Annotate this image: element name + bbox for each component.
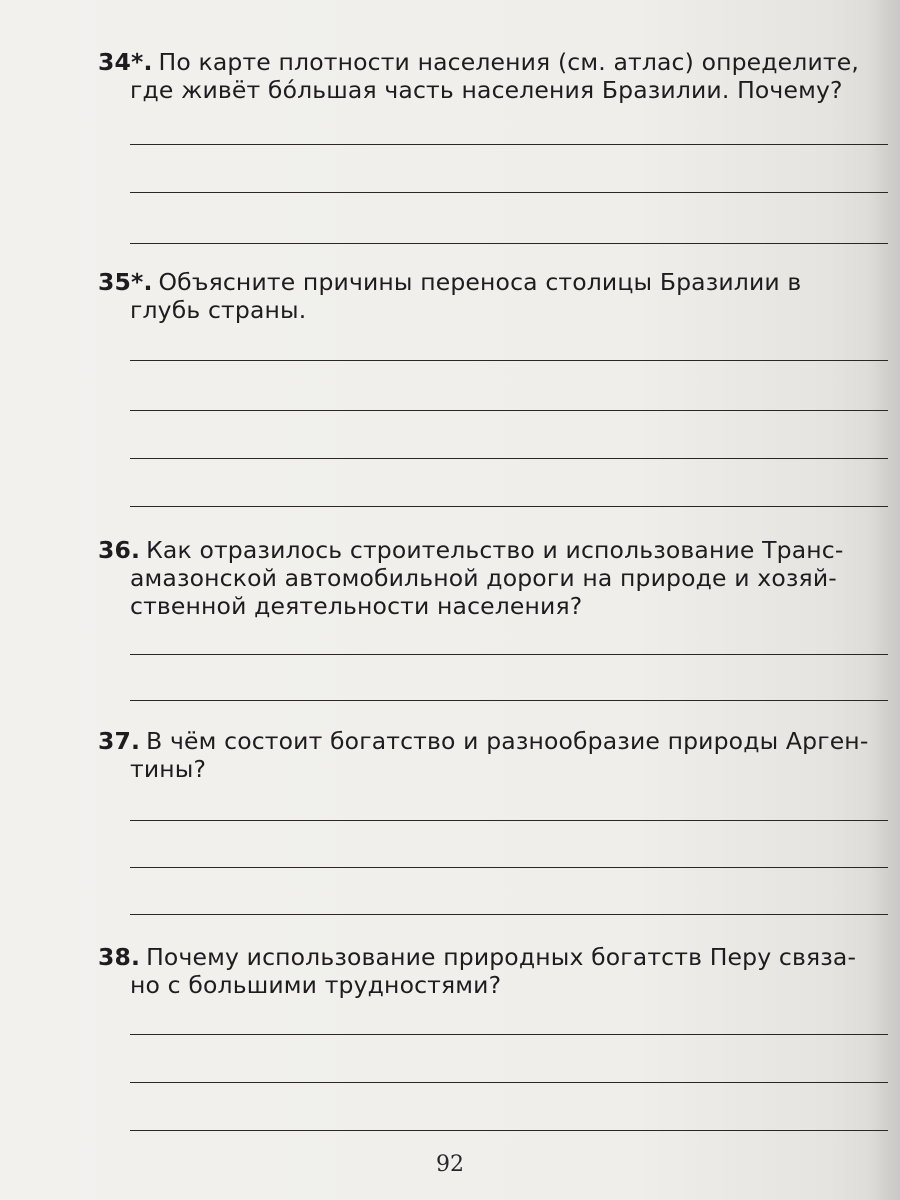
answer-line[interactable] xyxy=(130,1034,888,1035)
question-35-line-1: Объясните причины переноса столицы Бразилии в xyxy=(158,268,802,296)
question-37 xyxy=(98,727,888,783)
question-37-line-2: тины? xyxy=(130,755,207,783)
question-38 xyxy=(98,943,888,999)
page-number: 92 xyxy=(436,1152,464,1177)
answer-line[interactable] xyxy=(130,1082,888,1083)
question-36-line-1: Как отразилось строительство и использование Транс- xyxy=(146,536,844,564)
answer-line[interactable] xyxy=(130,458,888,459)
question-34-number: 34*. xyxy=(98,48,153,76)
question-36 xyxy=(98,536,888,620)
answer-line[interactable] xyxy=(130,867,888,868)
answer-line[interactable] xyxy=(130,243,888,244)
question-35-number: 35*. xyxy=(98,268,153,296)
question-36-text xyxy=(98,536,888,620)
question-38-text xyxy=(98,943,888,999)
question-37-number: 37. xyxy=(98,727,141,755)
question-37-line-1: В чём состоит богатство и разнообразие природы Арген- xyxy=(146,727,869,755)
answer-line[interactable] xyxy=(130,410,888,411)
answer-line[interactable] xyxy=(130,820,888,821)
answer-line[interactable] xyxy=(130,914,888,915)
question-34-line-2: где живёт бо́льшая часть населения Бразилии. Почему? xyxy=(130,76,843,104)
answer-line[interactable] xyxy=(130,360,888,361)
answer-line[interactable] xyxy=(130,654,888,655)
question-35-line-2: глубь страны. xyxy=(130,296,307,324)
question-37-text xyxy=(98,727,888,783)
question-34-text xyxy=(98,48,888,104)
answer-line[interactable] xyxy=(130,700,888,701)
question-35 xyxy=(98,268,888,324)
answer-line[interactable] xyxy=(130,144,888,145)
question-36-number: 36. xyxy=(98,536,141,564)
question-36-line-2: амазонской автомобильной дороги на природе и хозяй- xyxy=(130,564,837,592)
question-35-text xyxy=(98,268,888,324)
question-34-line-1: По карте плотности населения (см. атлас) определите, xyxy=(158,48,859,76)
question-38-number: 38. xyxy=(98,943,141,971)
question-36-line-3: ственной деятельности населения? xyxy=(130,592,583,620)
answer-line[interactable] xyxy=(130,192,888,193)
question-38-line-1: Почему использование природных богатств Перу связа- xyxy=(146,943,857,971)
answer-line[interactable] xyxy=(130,506,888,507)
question-38-line-2: но с большими трудностями? xyxy=(130,971,502,999)
question-34 xyxy=(98,48,888,104)
answer-line[interactable] xyxy=(130,1130,888,1131)
